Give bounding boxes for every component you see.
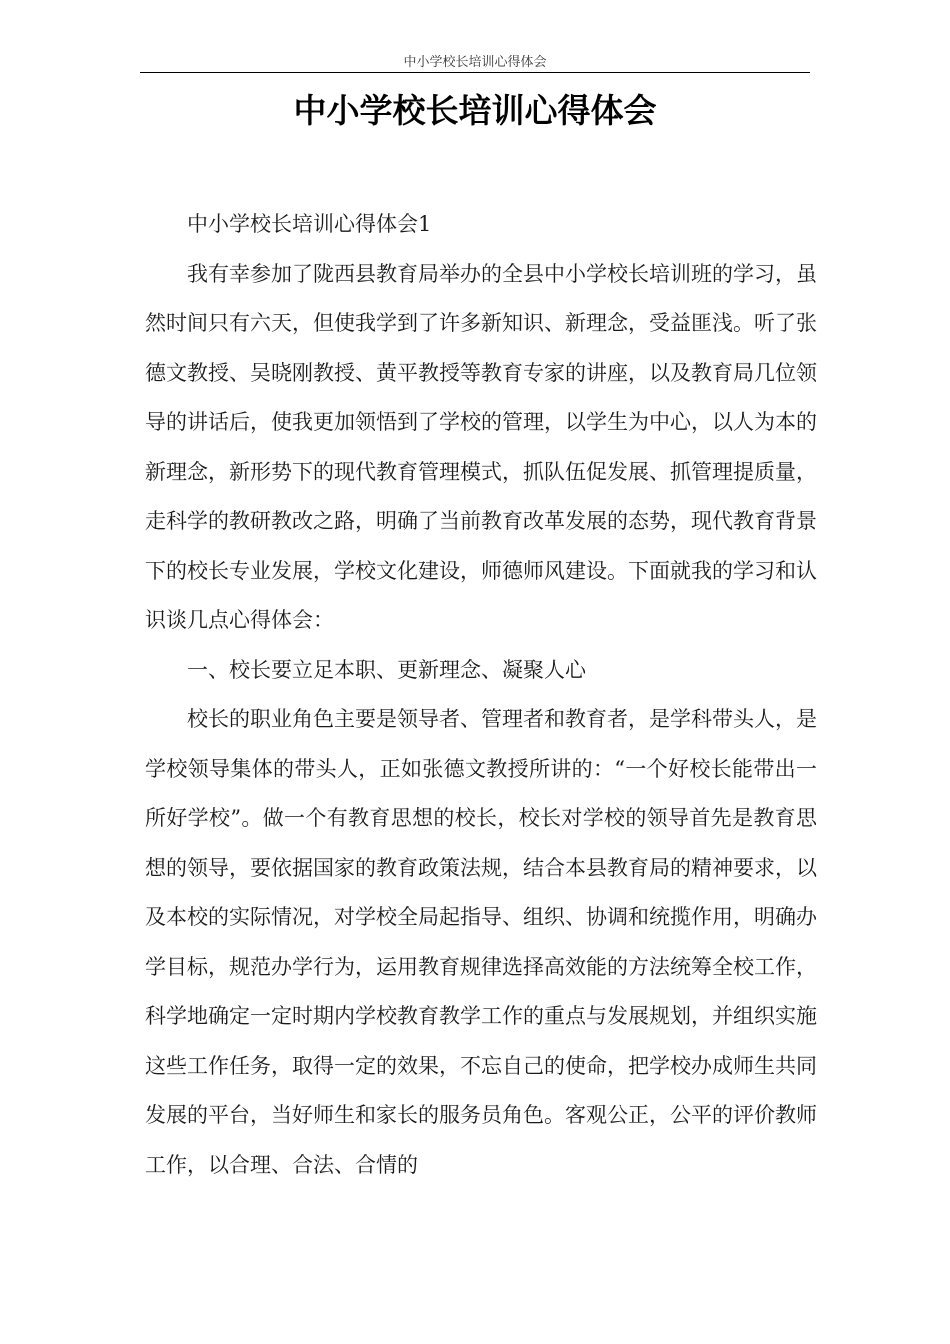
body-paragraph: 校长的职业角色主要是领导者、管理者和教育者，是学科带头人，是学校领导集体的带头人，正如张德文教授所讲的：“一个好校长能带出一所好学校”。做一个有教育思想的校长，校长对学校的领导首先是教育思想的领导，要依据国家的教育政策法规，结合本县教育局的精神要求，以及本校的实际情况，对学校全局起指导、组织、协调和统揽作用，明确办学目标，规范办学行为，运用教育规律选择高效能的方法统筹全校工作，科学地确定一定时期内学校教育教学工作的重点与发展规划，并组织实施这些工作任务，取得一定的效果，不忘自己的使命，把学校办成师生共同发展的平台，当好师生和家长的服务员角色。客观公正，公平的评价教师工作，以合理、合法、合情的 bbox=[145, 707, 817, 1177]
section-heading-1: 中小学校长培训心得体会1 bbox=[187, 212, 432, 236]
document-title: 中小学校长培训心得体会 bbox=[293, 91, 657, 130]
running-header: 中小学校长培训心得体会 bbox=[403, 55, 547, 70]
body-paragraph: 我有幸参加了陇西县教育局举办的全县中小学校长培训班的学习，虽然时间只有六天，但使我学到了许多新知识、新理念，受益匪浅。听了张德文教授、吴晓刚教授、黄平教授等教育专家的讲座，以及教育局几位领导的讲话后，使我更加领悟到了学校的管理，以学生为中心，以人为本的新理念，新形势下的现代教育管理模式，抓队伍促发展、抓管理提质量，走科学的教研教改之路，明确了当前教育改革发展的态势，现代教育背景下的校长专业发展，学校文化建设，师德师风建设。下面就我的学习和认识谈几点心得体会： bbox=[145, 261, 817, 632]
header-rule bbox=[140, 72, 810, 73]
document-body bbox=[145, 200, 817, 1190]
subheading-principal-role: 一、校长要立足本职、更新理念、凝聚人心 bbox=[187, 657, 586, 682]
